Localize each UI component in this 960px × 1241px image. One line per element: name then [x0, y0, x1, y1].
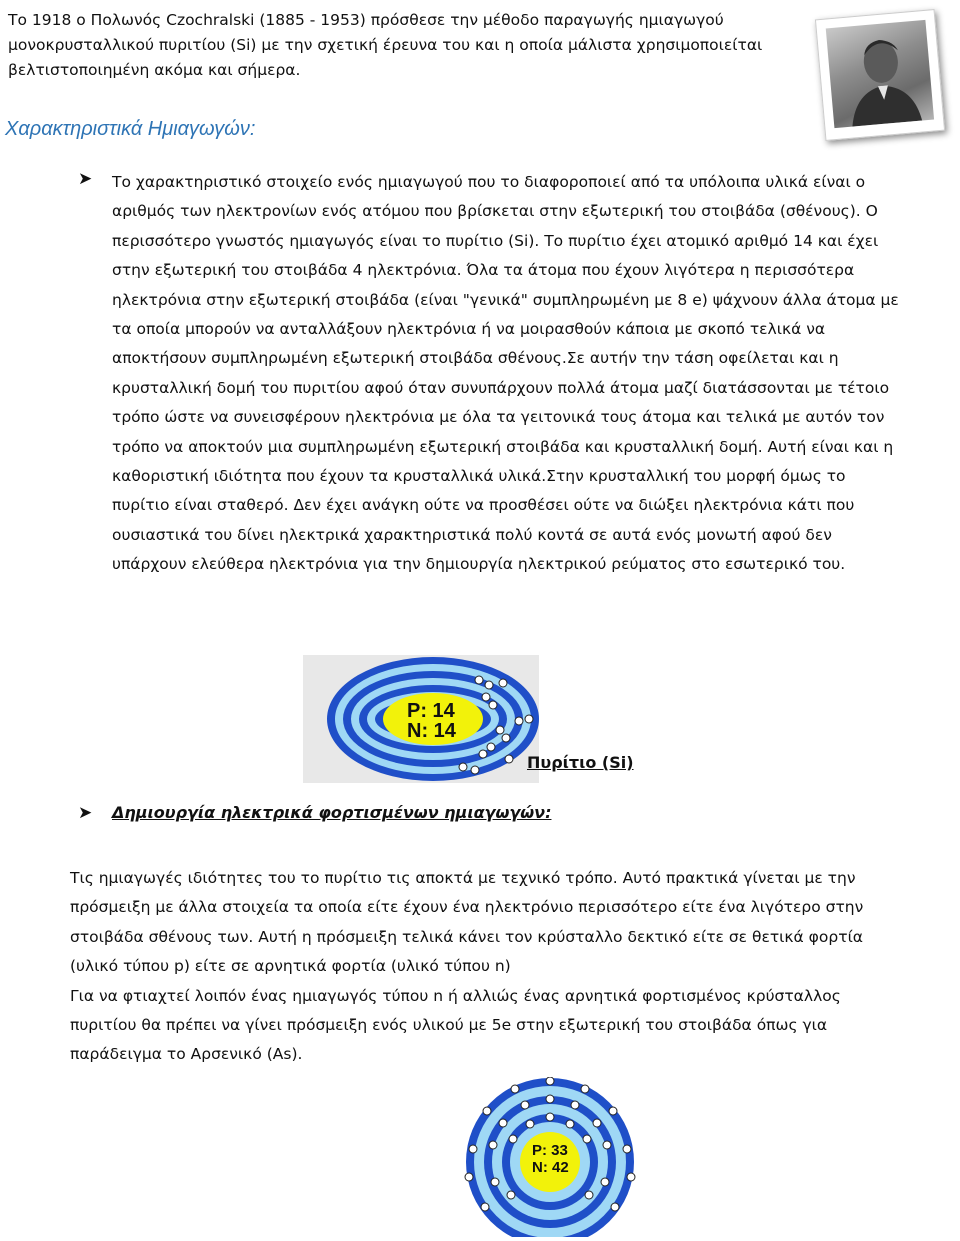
doping-section [70, 864, 900, 1070]
section-title-characteristics: Χαρακτηριστικά Ημιαγωγών: [5, 118, 256, 140]
portrait-photo [826, 20, 934, 128]
arsenic-neutrons-label: N: 42 [532, 1159, 569, 1176]
electron [585, 1191, 593, 1199]
electron [601, 1178, 609, 1186]
electron [583, 1135, 591, 1143]
electron [546, 1077, 554, 1085]
electron [623, 1145, 631, 1153]
silicon-caption: Πυρίτιο (Si) [527, 753, 634, 772]
silicon-protons-label: P: 14 [407, 700, 455, 722]
electron [515, 717, 523, 725]
electron [581, 1085, 589, 1093]
silicon-atom-diagram [303, 655, 539, 783]
electron [571, 1101, 579, 1109]
electron [507, 1191, 515, 1199]
electron [482, 693, 490, 701]
electron [593, 1119, 601, 1127]
electron [566, 1120, 574, 1128]
electron [481, 1203, 489, 1211]
electron [479, 750, 487, 758]
electron [489, 701, 497, 709]
silicon-neutrons-label: N: 14 [407, 720, 456, 742]
electron [511, 1085, 519, 1093]
electron [546, 1095, 554, 1103]
electron [459, 763, 467, 771]
electron [469, 1145, 477, 1153]
electron [627, 1173, 635, 1181]
characteristics-paragraph: Το χαρακτηριστικό στοιχείο ενός ημιαγωγού που το διαφοροποιεί από τα υπόλοιπα υλικά είναι ο αριθμός των ηλεκτρονίων ενός ατόμου που βρίσκεται στην εξωτερική του στοιβάδα (σθένους). Ο περισσότερο γνωστός ημιαγωγός είναι το πυρίτιο (Si). Το πυρίτιο έχει ατομικό αριθμό 14 και έχει στην εξωτερική του στοιβάδα 4 ηλεκτρόνια. Όλα τα άτομα που έχουν λιγότερα η περισσότερα ηλεκτρόνια στην εξωτερική στοιβάδα (είναι "γενικά" συμπληρωμένη με 8 e) ψάχνουν άλλα άτομα με τα οποία μπορούν να ανταλλάξουν ηλεκτρόνια ή να μοιρασθούν κάποια με σκοπό τελικά να αποκτήσουν συμπληρωμένη εξωτερική στοιβάδα σθένους.Σε αυτήν την τάση οφείλεται και η κρυσταλλική δομή του πυριτίου αφού όταν συνυπάρχουν πολλά άτομα μαζί διατάσσονται με τέτοιο τρόπο ώστε να συνεισφέρουν ηλεκτρόνια με όλα τα γειτονικά τους άτομα και τελικά με αυτόν τον τρόπο να αποκτούν μια συμπληρωμένη εξωτερική στοιβάδα και κρυσταλλική δομή. Αυτή είναι και η καθοριστική ιδιότητα που έχουν τα κρυσταλλικά υλικά.Στην κρυσταλλική του μορφή όμως το πυρίτιο είναι σταθερό. Δεν έχει ανάγκη ούτε να προσθέσει ούτε να διώξει ηλεκτρόνια κάτι που ουσιαστικά του δίνει ηλεκτρικά χαρακτηριστικά πολύ κοντά σε αυτά ενός μονωτή αφού δεν υπάρχουν ελεύθερα ηλεκτρόνια για την δημιουργία ηλεκτρικού ρεύματος στο εσωτερικό του. [112, 173, 899, 574]
intro-paragraph: Το 1918 ο Πολωνός Czochralski (1885 - 1953) πρόσθεσε την μέθοδο παραγωγής ημιαγωγού μονοκρυσταλλικού πυριτίου (Si) με την σχετική έρευνα του και η οποία μάλιστα χρησιμοποιείται βελτιστοποιημένη ακόμα και σήμερα. [8, 11, 763, 79]
electron [465, 1173, 473, 1181]
electron [499, 679, 507, 687]
electron [505, 755, 513, 763]
electron [499, 1119, 507, 1127]
arsenic-atom-diagram [455, 1077, 645, 1237]
electron [491, 1178, 499, 1186]
arrow-bullet-icon: ➤ [78, 803, 93, 823]
electron [475, 676, 483, 684]
electron [483, 1107, 491, 1115]
electron [485, 681, 493, 689]
electron [487, 743, 495, 751]
electron [471, 766, 479, 774]
section-title-charged-semiconductors: Δημιουργία ηλεκτρικά φορτισμένων ημιαγωγών: [112, 803, 552, 822]
electron [546, 1113, 554, 1121]
electron [496, 726, 504, 734]
doping-paragraph-1: Τις ημιαγωγές ιδιότητες του το πυρίτιο τις αποκτά με τεχνικό τρόπο. Αυτό πρακτικά γίνεται με την πρόσμειξη με άλλα στοιχεία τα οποία είτε έχουν ένα ηλεκτρόνιο περισσότερο είτε ένα λιγότερο στην στοιβάδα σθένους των. Αυτή η πρόσμειξη τελικά κάνει τον κρύσταλλο δεκτικό είτε σε θετικά φορτία (υλικό τύπου p) είτε σε αρνητικά φορτία (υλικό τύπου n) [70, 869, 864, 976]
electron [502, 734, 510, 742]
electron [521, 1101, 529, 1109]
electron [526, 1120, 534, 1128]
czochralski-portrait [815, 9, 945, 141]
electron [609, 1107, 617, 1115]
electron [525, 715, 533, 723]
doping-paragraph-2: Για να φτιαχτεί λοιπόν ένας ημιαγωγός τύπου n ή αλλιώς ένας αρνητικά φορτισμένος κρύσταλλος πυριτίου θα πρέπει να γίνει πρόσμειξη ενός υλικού με 5e στην εξωτερική του στοιβάδα όπως για παράδειγμα το Αρσενικό (As). [70, 986, 841, 1064]
electron [489, 1141, 497, 1149]
electron [509, 1135, 517, 1143]
arsenic-protons-label: P: 33 [532, 1142, 568, 1159]
arrow-bullet-icon: ➤ [78, 169, 93, 189]
electron [611, 1203, 619, 1211]
electron [603, 1141, 611, 1149]
